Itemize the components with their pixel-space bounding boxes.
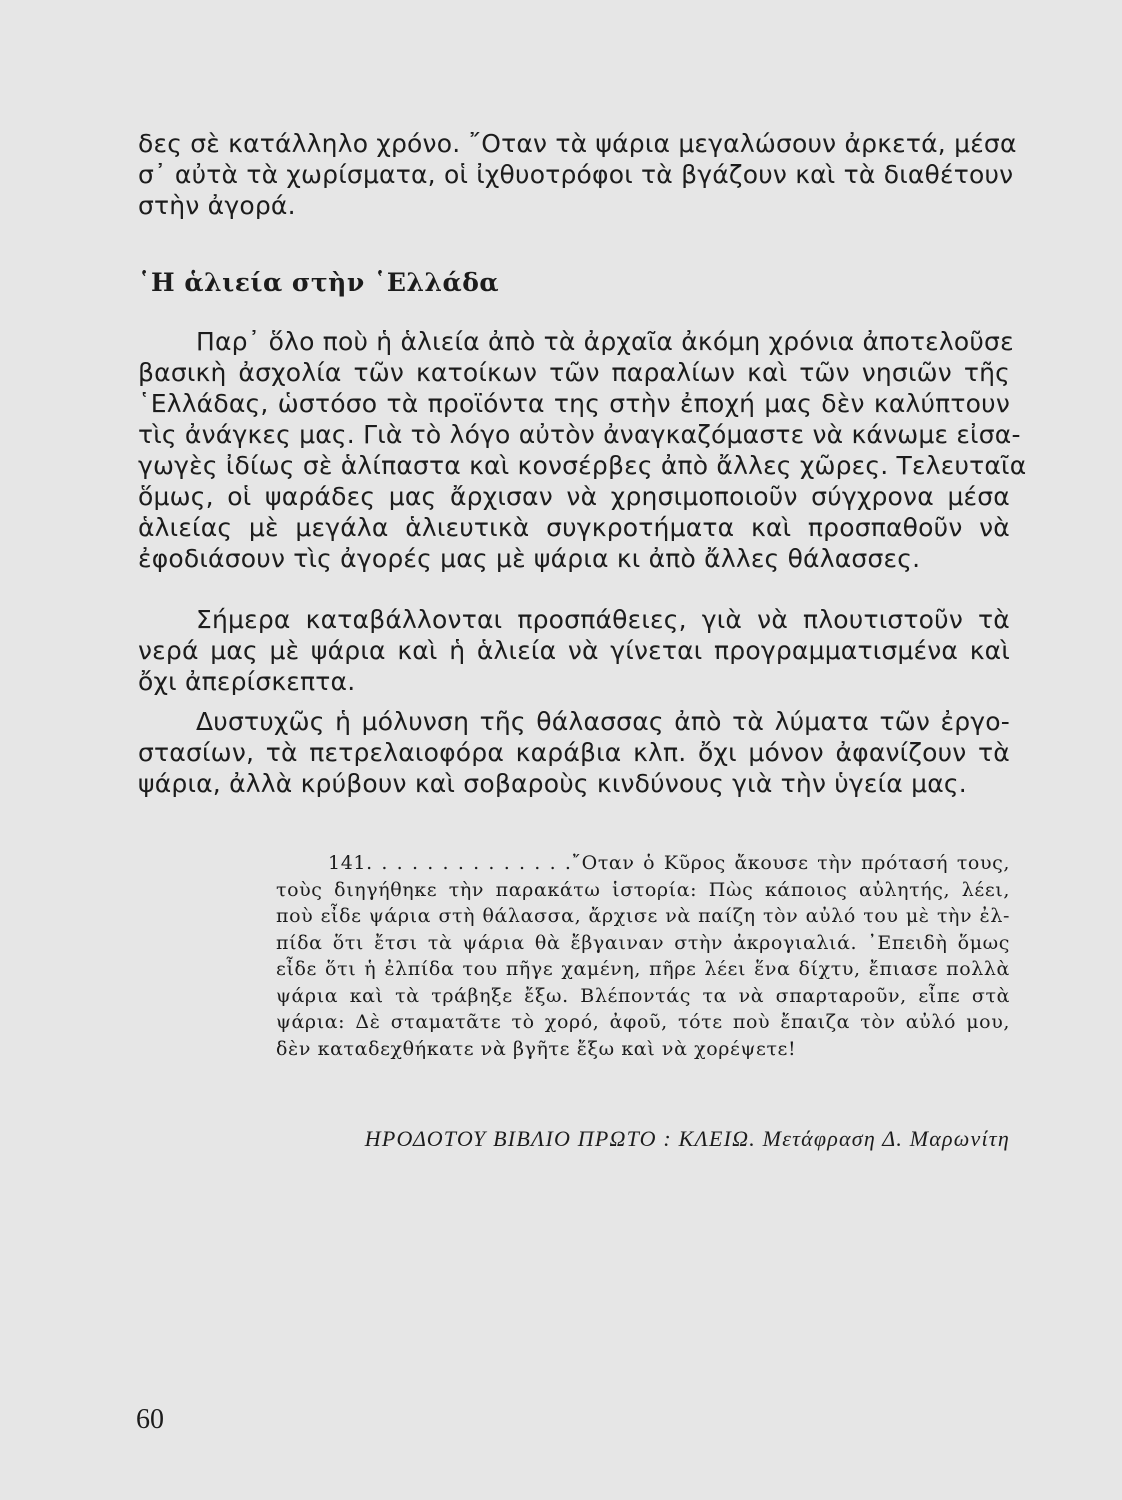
paragraph-line: Παρ᾽ ὅλο ποὺ ἡ ἁλιεία ἀπὸ τὰ ἀρχαῖα ἀκόμη χρόνια ἀποτελοῦσε <box>196 327 1014 356</box>
paragraph-line: ψάρια, ἀλλὰ κρύβουν καὶ σοβαροὺς κινδύνους γιὰ τὴν ὑγεία μας. <box>138 769 967 798</box>
paragraph-line: Δυστυχῶς ἡ μόλυνση τῆς θάλασσας ἀπὸ τὰ λύματα τῶν ἐργο- <box>196 707 1010 736</box>
quote-line: πίδα ὅτι ἔτσι τὰ ψάρια θὰ ἔβγαιναν στὴν ἀκρογιαλιά. ᾽Επειδὴ ὅμως <box>276 931 1010 954</box>
paragraph-line: νερά μας μὲ ψάρια καὶ ἡ ἁλιεία νὰ γίνεται προγραμματισμένα καὶ <box>138 636 1010 665</box>
quote-line: ψάρια καὶ τὰ τράβηξε ἔξω. Βλέποντάς τα νὰ σπαρταροῦν, εἶπε στὰ <box>276 984 1010 1007</box>
quote-source: ΗΡΟΔΟΤΟΥ ΒΙΒΛΙΟ ΠΡΩΤΟ : ΚΛΕΙΩ. Μετάφραση Δ. Μαρωνίτη <box>364 1126 1010 1151</box>
paragraph-3 <box>138 706 1010 799</box>
paragraph-line: ἐφοδιάσουν τὶς ἀγορές μας μὲ ψάρια κι ἀπὸ ἄλλες θάλασσες. <box>138 544 921 573</box>
quote-line: ποὺ εἶδε ψάρια στὴ θάλασσα, ἄρχισε νὰ παίζη τὸν αὐλό του μὲ τὴν ἐλ- <box>276 905 1010 927</box>
intro-line: δες σὲ κατάλληλο χρόνο. ῎Οταν τὰ ψάρια μεγαλώσουν ἀρκετά, μέσα <box>138 129 1017 158</box>
quote-line: δὲν καταδεχθήκατε νὰ βγῆτε ἔξω καὶ νὰ χορέψετε! <box>276 1037 797 1060</box>
section-heading: ῾Η ἁλιεία στὴν ῾Ελλάδα <box>138 268 500 297</box>
intro-line: σ᾽ αὐτὰ τὰ χωρίσματα, οἱ ἰχθυοτρόφοι τὰ βγάζουν καὶ τὰ διαθέτουν <box>138 160 1014 189</box>
paragraph-line: στασίων, τὰ πετρελαιοφόρα καράβια κλπ. ὄχι μόνον ἀφανίζουν τὰ <box>138 738 1010 767</box>
paragraph-line: Σήμερα καταβάλλονται προσπάθειες, γιὰ νὰ πλουτιστοῦν τὰ <box>196 605 1010 634</box>
quote-line: τοὺς διηγήθηκε τὴν παρακάτω ἱστορία: Πὼς κάποιος αὐλητής, λέει, <box>276 878 1010 901</box>
herodotus-quote <box>276 850 1010 1062</box>
quote-line: 141. . . . . . . . . . . . . .῎Οταν ὁ Κῦρος ἄκουσε τὴν πρότασή τους, <box>328 852 1010 874</box>
paragraph-line: ὄχι ἀπερίσκεπτα. <box>138 667 356 696</box>
paragraph-line: τὶς ἀνάγκες μας. Γιὰ τὸ λόγο αὐτὸν ἀναγκαζόμαστε νὰ κάνωμε εἰσα- <box>138 420 1021 449</box>
quote-line: ψάρια: Δὲ σταματᾶτε τὸ χορό, ἀφοῦ, τότε ποὺ ἔπαιζα τὸν αὐλό μου, <box>276 1011 1010 1033</box>
paragraph-line: ὅμως, οἱ ψαράδες μας ἄρχισαν νὰ χρησιμοποιοῦν σύγχρονα μέσα <box>138 482 1010 511</box>
intro-paragraph <box>138 128 1017 221</box>
paragraph-line: βασικὴ ἀσχολία τῶν κατοίκων τῶν παραλίων καὶ τῶν νησιῶν τῆς <box>138 358 1010 387</box>
paragraph-2 <box>138 604 1010 697</box>
intro-line: στὴν ἀγορά. <box>138 191 296 220</box>
paragraph-line: ῾Ελλάδας, ὡστόσο τὰ προϊόντα της στὴν ἐποχή μας δὲν καλύπτουν <box>138 389 1010 418</box>
paragraph-line: ἁλιείας μὲ μεγάλα ἁλιευτικὰ συγκροτήματα καὶ προσπαθοῦν νὰ <box>138 513 1010 542</box>
paragraph-1 <box>138 326 1027 574</box>
paragraph-line: γωγὲς ἰδίως σὲ ἁλίπαστα καὶ κονσέρβες ἀπὸ ἄλλες χῶρες. Τελευταῖα <box>138 451 1027 480</box>
quote-line: εἶδε ὅτι ἡ ἐλπίδα του πῆγε χαμένη, πῆρε λέει ἕνα δίχτυ, ἔπιασε πολλὰ <box>276 958 1010 980</box>
page-number: 60 <box>136 1404 164 1435</box>
